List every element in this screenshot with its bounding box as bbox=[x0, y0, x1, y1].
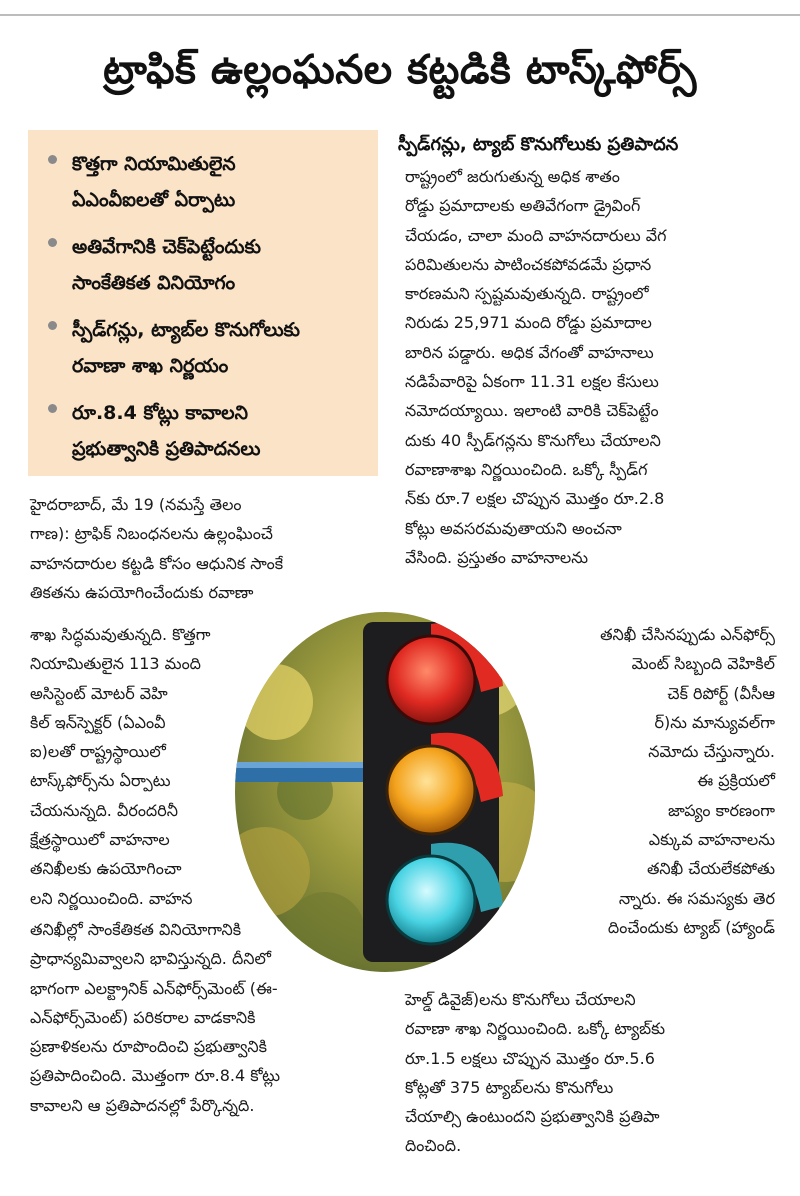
left-column-wrap: శాఖ సిద్ధమవుతున్నది. కొత్తగా నియామితులైన 113 మంది అసిస్టెంట్ మోటర్ వెహి కిల్ ఇన్‌స్పెక్టర్ (ఏఎంవీ ఐ)లతో రాష్ట్రస్థాయిలో టాస్క్‌ఫోర్స్‌ను ఏర్పాటు చేయనున్నది. వీరందరినీ క్షేత్రస్థాయిలో వాహనాల తనిఖీలకు ఉపయోగించా లని నిర్ణయించింది. వాహన bbox=[30, 625, 211, 908]
bullet-icon bbox=[48, 155, 57, 164]
bullet-icon bbox=[48, 238, 57, 247]
right-column-closing: హెల్డ్ డివైజ్)లను కొనుగోలు చేయాలని రవాణా శాఖ నిర్ణయించింది. ఒక్కో ట్యాబ్‌కు రూ.1.5 లక్షలు చొప్పున మొత్తం రూ.5.6 కోట్లతో 375 ట్యాబ్‌లను కొనుగోలు చేయాల్సి ఉంటుందని ప్రభుత్వానికి ప్రతిపా దించింది. bbox=[405, 990, 666, 1156]
bullet-icon bbox=[48, 321, 57, 330]
summary-point bbox=[46, 312, 368, 384]
summary-point bbox=[46, 395, 368, 467]
summary-text: స్పీడ్‌గన్లు, ట్యాబ్‌ల కొనుగోలుకు రవాణా శాఖ నిర్ణయం bbox=[72, 319, 301, 377]
summary-point bbox=[46, 229, 368, 301]
summary-box bbox=[28, 130, 378, 476]
summary-text: రూ.8.4 కోట్లు కావాలని ప్రభుత్వానికి ప్రతిపాదనలు bbox=[72, 402, 261, 460]
right-column-wrap: తనిఖీ చేసినప్పుడు ఎన్‌ఫోర్స్ మెంట్ సిబ్బంది వెహికిల్ చెక్ రిపోర్ట్ (వీసీఆ ర్)ను మాన్యువల్‌గా నమోదు చేస్తున్నారు. ఈ ప్రక్రియలో జాప్యం కారణంగా ఎక్కువ వాహనాలను తనిఖీ చేయలేకపోతు న్నారు. ఈ సమస్యకు తెర దించేందుకు ట్యాబ్ (హ్యాండ్ bbox=[600, 625, 775, 937]
left-column-closing: తనిఖీల్లో సాంకేతికత వినియోగానికి ప్రాధాన్యమివ్వాలని భావిస్తున్నది. దీనిలో భాగంగా ఎలక్ట్రానిక్ ఎన్‌ఫోర్స్‌మెంట్ (ఈ- ఎన్‌ఫోర్స్‌మెంట్) పరికరాల వాడకానికి ప్రణాళికలను రూపొందించి ప్రభుత్వానికి ప్రతిపాదించింది. మొత్తంగా రూ.8.4 కోట్లు కావాలని ఆ ప్రతిపాదనల్లో పేర్కొన్నది. bbox=[30, 920, 281, 1115]
summary-text: అతివేగానికి చెక్‌పెట్టేందుకు సాంకేతికత వినియోగం bbox=[72, 236, 261, 294]
bullet-icon bbox=[48, 404, 57, 413]
right-subheading: స్పీడ్‌గన్లు, ట్యాబ్ కొనుగోలుకు ప్రతిపాదన bbox=[398, 134, 679, 155]
headline: ట్రాఫిక్ ఉల్లంఘనల కట్టడికి టాస్క్‌ఫోర్స్ bbox=[103, 47, 697, 93]
summary-point bbox=[46, 146, 368, 218]
summary-text: కొత్తగా నియామితులైన ఏఎంవీఐలతో ఏర్పాటు bbox=[72, 153, 236, 211]
left-column-intro: హైదరాబాద్, మే 19 (నమస్తే తెలం గాణ): ట్రాఫిక్ నిబంధనలను ఉల్లంఘించే వాహనదారుల కట్టడి కోసం ఆధునిక సాంకే తికతను ఉపయోగించేందుకు రవాణా bbox=[30, 495, 284, 602]
right-column-intro: రాష్ట్రంలో జరుగుతున్న అధిక శాతం రోడ్డు ప్రమాదాలకు అతివేగంగా డ్రైవింగ్ చేయడం, చాలా మంది వాహనదారులు వేగ పరిమితులను పాటించకపోవడమే ప్రధాన కారణమని స్పష్టమవుతున్నది. రాష్ట్రంలో నిరుడు 25,971 మంది రోడ్డు ప్రమాదాల బారిన పడ్డారు. అధిక వేగంతో వాహనాలు నడిపేవారిపై ఏకంగా 11.31 లక్షల కేసులు నమోదయ్యాయి. ఇలాంటి వారికి చెక్‌పెట్టేం దుకు 40 స్పీడ్‌గన్లను కొనుగోలు చేయాలని రవాణాశాఖ నిర్ణయించింది. ఒక్కో స్పీడ్‌గ న్‌కు రూ.7 లక్షల చొప్పున మొత్తం రూ.2.8 కోట్లు అవసరమవుతాయని అంచనా వేసింది. ప్రస్తుతం వాహనాలను bbox=[405, 167, 667, 567]
traffic-signal-photo bbox=[235, 612, 535, 972]
top-rule bbox=[0, 14, 800, 16]
